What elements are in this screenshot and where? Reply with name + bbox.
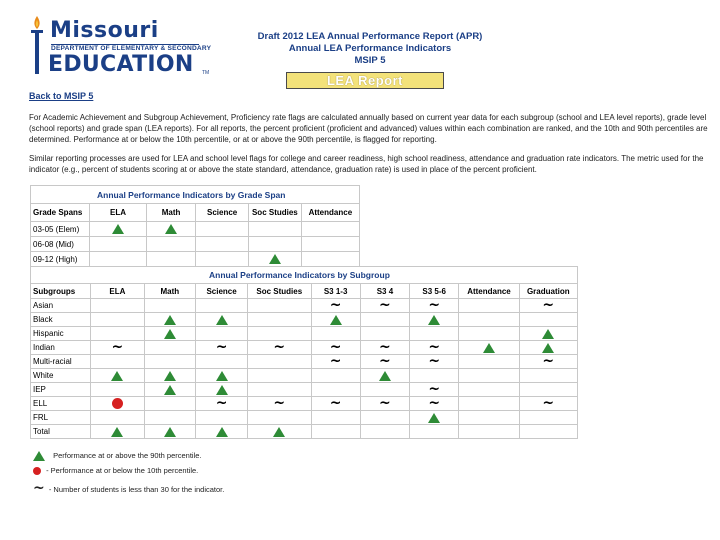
grade-span-col-header: Math bbox=[146, 204, 195, 222]
subgroup-cell bbox=[410, 411, 459, 425]
subgroup-row bbox=[31, 369, 578, 383]
subgroup-cell bbox=[459, 411, 519, 425]
subgroup-cell bbox=[459, 369, 519, 383]
subgroup-row-label: Indian bbox=[31, 341, 91, 355]
grade-span-cell bbox=[249, 222, 302, 237]
subgroup-row bbox=[31, 313, 578, 327]
subgroup-cell bbox=[144, 411, 196, 425]
subgroup-row-label: Black bbox=[31, 313, 91, 327]
grade-span-cell bbox=[90, 222, 147, 237]
tilde-icon: ~ bbox=[379, 297, 391, 313]
grade-span-row-label: 06-08 (Mid) bbox=[31, 237, 90, 252]
subgroup-cell bbox=[248, 411, 311, 425]
logo-trademark: TM bbox=[202, 70, 210, 76]
subgroup-cell bbox=[144, 327, 196, 341]
tilde-icon: ~ bbox=[329, 353, 342, 369]
up-triangle-icon bbox=[330, 315, 342, 325]
up-triangle-icon bbox=[269, 254, 281, 264]
subgroup-cell bbox=[91, 383, 144, 397]
subgroup-cell bbox=[196, 341, 248, 355]
up-triangle-icon bbox=[428, 315, 440, 325]
up-triangle-icon bbox=[111, 371, 123, 381]
subgroup-cell bbox=[248, 425, 311, 439]
subgroup-cell bbox=[360, 355, 409, 369]
up-triangle-icon bbox=[542, 343, 554, 353]
report-program: MSIP 5 bbox=[354, 55, 386, 66]
subgroup-cell bbox=[196, 369, 248, 383]
subgroup-row-label: Total bbox=[31, 425, 91, 439]
subgroup-cell bbox=[196, 355, 248, 369]
subgroup-caption: Annual Performance Indicators by Subgroup bbox=[31, 267, 578, 284]
torch-icon bbox=[30, 14, 44, 76]
subgroup-cell bbox=[311, 369, 360, 383]
grade-span-cell bbox=[249, 252, 302, 267]
subgroup-col-header: Subgroups bbox=[31, 284, 91, 299]
grade-span-cell bbox=[301, 222, 359, 237]
subgroup-cell bbox=[91, 369, 144, 383]
subgroup-cell bbox=[196, 425, 248, 439]
subgroup-cell bbox=[360, 397, 409, 411]
report-subtitle: Annual LEA Performance Indicators bbox=[288, 43, 452, 54]
subgroup-cell bbox=[91, 341, 144, 355]
logo-missouri-text: Missouri bbox=[50, 18, 159, 43]
legend-down-icon bbox=[33, 467, 41, 475]
grade-span-row bbox=[31, 237, 360, 252]
subgroup-cell bbox=[248, 341, 311, 355]
grade-span-col-header: Science bbox=[196, 204, 249, 222]
grade-span-col-header: Grade Spans bbox=[31, 204, 90, 222]
subgroup-cell bbox=[144, 425, 196, 439]
subgroup-col-header: Graduation bbox=[519, 284, 577, 299]
subgroup-cell bbox=[196, 313, 248, 327]
subgroup-col-header: Soc Studies bbox=[248, 284, 311, 299]
subgroup-cell bbox=[519, 425, 577, 439]
report-title: Draft 2012 LEA Annual Performance Report (APR) bbox=[257, 31, 483, 42]
subgroup-cell bbox=[91, 411, 144, 425]
up-triangle-icon bbox=[483, 343, 495, 353]
subgroup-cell bbox=[91, 313, 144, 327]
grade-span-row bbox=[31, 222, 360, 237]
subgroup-row-label: Asian bbox=[31, 299, 91, 313]
red-circle-icon bbox=[112, 398, 123, 409]
subgroup-cell bbox=[311, 397, 360, 411]
subgroup-row bbox=[31, 397, 578, 411]
subgroup-cell bbox=[196, 411, 248, 425]
subgroup-col-header: S3 5-6 bbox=[410, 284, 459, 299]
grade-span-col-header: ELA bbox=[90, 204, 147, 222]
subgroup-cell bbox=[144, 397, 196, 411]
subgroup-cell bbox=[91, 299, 144, 313]
tilde-icon: ~ bbox=[428, 339, 441, 355]
legend-up-text: Performance at or above the 90th percentile. bbox=[53, 451, 202, 460]
subgroup-cell bbox=[144, 341, 196, 355]
subgroup-cell bbox=[91, 425, 144, 439]
grade-span-row-label: 09-12 (High) bbox=[31, 252, 90, 267]
subgroup-cell bbox=[519, 355, 577, 369]
legend-up bbox=[33, 451, 202, 461]
grade-span-cell bbox=[196, 252, 249, 267]
subgroup-cell bbox=[459, 341, 519, 355]
grade-span-col-header: Soc Studies bbox=[249, 204, 302, 222]
grade-span-cell bbox=[196, 222, 249, 237]
lea-report-badge: LEA Report bbox=[286, 72, 444, 89]
up-triangle-icon bbox=[542, 329, 554, 339]
up-triangle-icon bbox=[216, 427, 228, 437]
subgroup-cell bbox=[144, 369, 196, 383]
subgroup-row-label: FRL bbox=[31, 411, 91, 425]
grade-span-cell bbox=[301, 237, 359, 252]
subgroup-table bbox=[30, 266, 578, 439]
subgroup-cell bbox=[459, 327, 519, 341]
subgroup-cell bbox=[519, 313, 577, 327]
legend-down bbox=[33, 466, 198, 475]
subgroup-col-header: S3 4 bbox=[360, 284, 409, 299]
subgroup-cell bbox=[519, 299, 577, 313]
legend-tilde-icon: ~ bbox=[33, 480, 45, 496]
subgroup-cell bbox=[144, 313, 196, 327]
grade-span-caption: Annual Performance Indicators by Grade Span bbox=[31, 186, 360, 204]
subgroup-cell bbox=[360, 411, 409, 425]
subgroup-col-header: ELA bbox=[91, 284, 144, 299]
grade-span-cell bbox=[301, 252, 359, 267]
subgroup-cell bbox=[248, 313, 311, 327]
subgroup-row-label: ELL bbox=[31, 397, 91, 411]
subgroup-cell bbox=[144, 355, 196, 369]
subgroup-cell bbox=[360, 299, 409, 313]
subgroup-cell bbox=[519, 327, 577, 341]
subgroup-cell bbox=[459, 425, 519, 439]
subgroup-cell bbox=[459, 383, 519, 397]
tilde-icon: ~ bbox=[428, 381, 441, 397]
legend-up-icon bbox=[33, 451, 45, 461]
subgroup-cell bbox=[459, 397, 519, 411]
subgroup-cell bbox=[248, 355, 311, 369]
subgroup-cell bbox=[248, 397, 311, 411]
subgroup-cell bbox=[311, 425, 360, 439]
tilde-icon: ~ bbox=[329, 297, 342, 313]
subgroup-cell bbox=[519, 397, 577, 411]
tilde-icon: ~ bbox=[542, 297, 555, 313]
tilde-icon: ~ bbox=[273, 339, 286, 355]
tilde-icon: ~ bbox=[215, 339, 228, 355]
tilde-icon: ~ bbox=[329, 395, 342, 411]
back-to-msip5-link[interactable]: Back to MSIP 5 bbox=[29, 91, 94, 101]
subgroup-cell bbox=[311, 313, 360, 327]
grade-span-cell bbox=[146, 237, 195, 252]
tilde-icon: ~ bbox=[215, 395, 228, 411]
tilde-icon: ~ bbox=[542, 353, 555, 369]
grade-span-cell bbox=[90, 252, 147, 267]
subgroup-cell bbox=[144, 383, 196, 397]
up-triangle-icon bbox=[428, 413, 440, 423]
subgroup-cell bbox=[311, 355, 360, 369]
subgroup-cell bbox=[91, 355, 144, 369]
up-triangle-icon bbox=[164, 329, 176, 339]
subgroup-cell bbox=[248, 369, 311, 383]
grade-span-cell bbox=[146, 252, 195, 267]
grade-span-col-header: Attendance bbox=[301, 204, 359, 222]
subgroup-row bbox=[31, 355, 578, 369]
grade-span-row bbox=[31, 252, 360, 267]
subgroup-cell bbox=[311, 299, 360, 313]
subgroup-cell bbox=[519, 369, 577, 383]
subgroup-cell bbox=[410, 355, 459, 369]
subgroup-row-label: Hispanic bbox=[31, 327, 91, 341]
grade-span-cell bbox=[249, 237, 302, 252]
subgroup-cell bbox=[459, 313, 519, 327]
up-triangle-icon bbox=[164, 371, 176, 381]
subgroup-cell bbox=[410, 299, 459, 313]
subgroup-col-header: Math bbox=[144, 284, 196, 299]
subgroup-cell bbox=[410, 425, 459, 439]
subgroup-row bbox=[31, 299, 578, 313]
grade-span-cell bbox=[146, 222, 195, 237]
intro-paragraph: For Academic Achievement and Subgroup Achievement, Proficiency rate flags are calculated annually based on current year data for each subgroup (school and LEA level reports), grade level (school reports) and grade span (LEA reports). For all reports, the percent proficient (proficient and advanced) values within each combination are ranked, and the 10th and 90th percentiles are determined. Performance at or below the 10th percentile, or at or above the 90th percentile, is flagged for reporting. bbox=[29, 113, 708, 144]
subgroup-cell bbox=[196, 299, 248, 313]
up-triangle-icon bbox=[165, 224, 177, 234]
subgroup-cell bbox=[311, 411, 360, 425]
up-triangle-icon bbox=[216, 385, 228, 395]
logo-department-text: DEPARTMENT OF ELEMENTARY & SECONDARY bbox=[51, 45, 212, 52]
tilde-icon: ~ bbox=[428, 395, 441, 411]
subgroup-cell bbox=[144, 299, 196, 313]
subgroup-cell bbox=[459, 299, 519, 313]
tilde-icon: ~ bbox=[379, 395, 391, 411]
subgroup-cell bbox=[519, 411, 577, 425]
subgroup-cell bbox=[459, 355, 519, 369]
subgroup-row-label: IEP bbox=[31, 383, 91, 397]
subgroup-cell bbox=[410, 397, 459, 411]
subgroup-row bbox=[31, 383, 578, 397]
grade-span-cell bbox=[196, 237, 249, 252]
methodology-paragraph: Similar reporting processes are used for LEA and school level flags for college and career readiness, high school readiness, attendance and graduation rate indicators. The metric used for the indicator (e.g., percent of students scoring at or above the state standard, attendance, graduation rate) is used in place of the percent proficient. bbox=[29, 154, 704, 174]
grade-span-cell bbox=[90, 237, 147, 252]
subgroup-cell bbox=[360, 369, 409, 383]
up-triangle-icon bbox=[164, 385, 176, 395]
subgroup-cell bbox=[410, 313, 459, 327]
up-triangle-icon bbox=[273, 427, 285, 437]
tilde-icon: ~ bbox=[379, 339, 391, 355]
grade-span-row-label: 03-05 (Elem) bbox=[31, 222, 90, 237]
tilde-icon: ~ bbox=[542, 395, 555, 411]
subgroup-row-label: Multi-racial bbox=[31, 355, 91, 369]
up-triangle-icon bbox=[164, 427, 176, 437]
subgroup-row bbox=[31, 341, 578, 355]
legend-tilde-text: - Number of students is less than 30 for the indicator. bbox=[48, 485, 225, 494]
legend-tilde bbox=[33, 480, 225, 496]
subgroup-cell bbox=[248, 299, 311, 313]
up-triangle-icon bbox=[216, 315, 228, 325]
tilde-icon: ~ bbox=[379, 353, 391, 369]
subgroup-cell bbox=[360, 425, 409, 439]
subgroup-col-header: Attendance bbox=[459, 284, 519, 299]
up-triangle-icon bbox=[164, 315, 176, 325]
subgroup-row bbox=[31, 411, 578, 425]
up-triangle-icon bbox=[379, 371, 391, 381]
subgroup-cell bbox=[360, 313, 409, 327]
up-triangle-icon bbox=[216, 371, 228, 381]
tilde-icon: ~ bbox=[111, 339, 124, 355]
subgroup-header-row bbox=[31, 284, 578, 299]
grade-span-table bbox=[30, 185, 360, 267]
up-triangle-icon bbox=[112, 224, 124, 234]
subgroup-row bbox=[31, 425, 578, 439]
subgroup-cell bbox=[196, 397, 248, 411]
up-triangle-icon bbox=[111, 427, 123, 437]
tilde-icon: ~ bbox=[428, 353, 441, 369]
logo-education-text: EDUCATION bbox=[48, 52, 194, 77]
tilde-icon: ~ bbox=[273, 395, 286, 411]
subgroup-row-label: White bbox=[31, 369, 91, 383]
subgroup-col-header: S3 1-3 bbox=[311, 284, 360, 299]
subgroup-col-header: Science bbox=[196, 284, 248, 299]
grade-span-header-row bbox=[31, 204, 360, 222]
tilde-icon: ~ bbox=[428, 297, 441, 313]
subgroup-cell bbox=[91, 397, 144, 411]
legend-down-text: - Performance at or below the 10th percentile. bbox=[46, 466, 199, 475]
tilde-icon: ~ bbox=[329, 339, 342, 355]
